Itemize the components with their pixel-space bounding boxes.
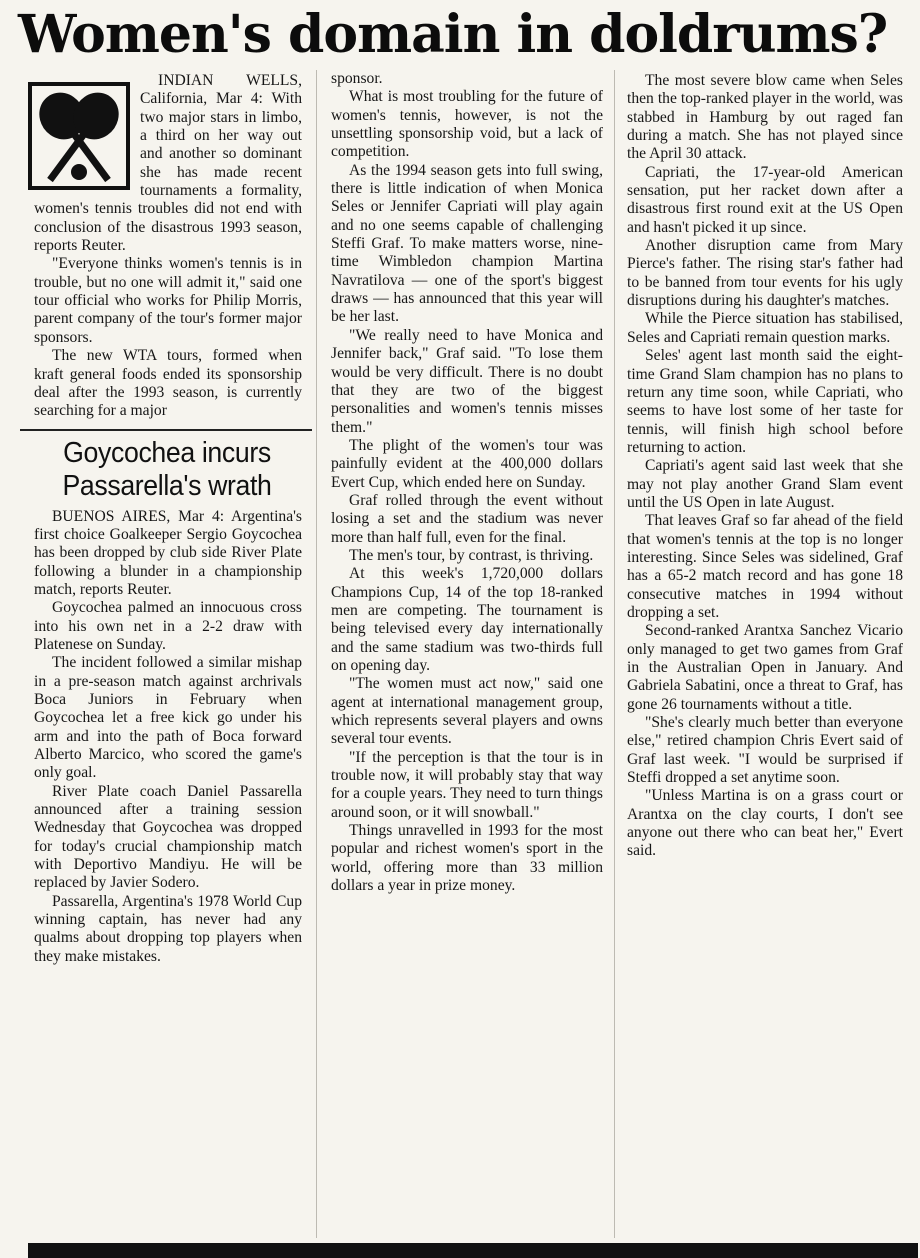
column-divider [614,70,615,1238]
paragraph: The incident followed a similar mishap in a pre-season match against archrivals Boca Juniors in February when Goycochea let a free kick go under his arm and into the path of Boca forward Alberto Marcico, who scored the game's only goal. [34,654,302,782]
column-3 [627,72,903,861]
paragraph: Goycochea palmed an innocuous cross into his own net in a 2-2 draw with Platenese on Sunday. [34,599,302,653]
paragraph: "If the perception is that the tour is in trouble now, it will probably stay that way for a couple years. They need to turn things around soon, or it will snowball." [331,748,603,821]
paragraph: Another disruption came from Mary Pierce's father. The rising star's father had to be banned from tour events for his ugly disruptions during his daughter's matches. [627,237,903,310]
paragraph: Seles' agent last month said the eight-time Grand Slam champion has no plans to return any time soon, while Capriati, who seems to have lost some of her taste for tennis, will finish high school before returning to action. [627,347,903,456]
paragraph: BUENOS AIRES, Mar 4: Argentina's first choice Goalkeeper Sergio Goycochea has been dropped by club side River Plate following a blunder in a championship match, reports Reuter. [34,507,302,598]
paragraph: The men's tour, by contrast, is thriving. [349,546,594,564]
dateline: INDIAN WELLS, California, Mar 4: [140,72,302,108]
bottom-rule [28,1243,918,1258]
paragraph: Capriati, the 17-year-old American sensation, put her racket down after a disastrous first round exit at the US Open and hasn't picked it up since. [627,163,903,236]
column-1 [34,72,302,966]
paragraph: "She's clearly much better than everyone else," retired champion Chris Evert said of Graf last week. "I would be surprised if Steffi dropped a set anytime soon. [627,714,903,787]
paragraph: While the Pierce situation has stabilised, Seles and Capriati remain question marks. [627,310,903,346]
paragraph: At this week's 1,720,000 dollars Champions Cup, 14 of the top 18-ranked men are competing. The tournament is being televised every day internationally and the same stadium was two-thirds full on opening day. [331,565,603,674]
paragraph: What is most troubling for the future of women's tennis, however, is not the unsettling sponsorship void, but a lack of competition. [331,88,603,161]
paragraph: That leaves Graf so far ahead of the field that women's tennis at the top is no longer interesting. Since Seles was sidelined, Graf has a 65-2 match record and has gone 18 consecutive matches in 1994 without dropping a set. [627,512,903,621]
paragraph: "The women must act now," said one agent at international management group, which represents several players and owns several tour events. [331,675,603,748]
paragraph: "We really need to have Monica and Jennifer back," Graf said. "To lose them would be very difficult. There is no doubt that they are two of the biggest personalities and women's tennis misses them." [331,326,603,436]
column-2 [331,70,603,895]
second-story-headline: Goycochea incurs Passarella's wrath [62,436,272,502]
paragraph: Passarella, Argentina's 1978 World Cup winning captain, has never had any qualms about dropping top players when they make mistakes. [34,892,302,965]
column-divider [316,70,317,1238]
section-divider [20,429,312,431]
dateline-paragraph: INDIAN WELLS, California, Mar 4: With two major stars in limbo, a third on her way out and another so dominant she has made recent tournaments a formality, women's tennis troubles did not end with conclusion of the disastrous 1993 season, reports Reuter. [34,72,302,255]
paragraph: River Plate coach Daniel Passarella announced after a training session Wednesday that Goycochea was dropped for today's crucial championship match with Deportivo Mandiyu. He will be replaced by Javier Sodero. [34,782,302,892]
second-story [34,437,302,967]
main-story-start [34,72,302,421]
paragraph: As the 1994 season gets into full swing, there is little indication of when Monica Seles or Jennifer Capriati will play again and no one seems capable of challenging Steffi Graf. To make matters worse, nine-time Wimbledon champion Martina Navratilova — one of the sport's biggest draws — has announced that this year will be her last. [331,161,603,326]
tennis-rackets-icon [28,82,130,190]
paragraph: Things unravelled in 1993 for the most popular and richest women's sport in the world, offering more than 33 million dollars a year in prize money. [331,822,603,895]
paragraph: sponsor. [331,70,383,87]
paragraph: "Everyone thinks women's tennis is in trouble, but no one will admit it," said one tour official who works for Philip Morris, parent company of the tour's former major sponsors. [34,255,302,346]
paragraph: Capriati's agent said last week that she may not play another Grand Slam event until the US Open in late August. [627,457,903,511]
paragraph: Second-ranked Arantxa Sanchez Vicario only managed to get two games from Graf in the Australian Open in January. And Gabriela Sabatini, once a threat to Graf, has gone 26 tournaments without a title. [627,622,903,713]
paragraph: The new WTA tours, formed when kraft general foods ended its sponsorship deal after the 1993 season, is currently searching for a major [34,347,302,420]
paragraph: The most severe blow came when Seles then the top-ranked player in the world, was stabbed in Hamburg by out raged fan during a match. She has not played since the April 30 attack. [627,72,903,163]
paragraph: The plight of the women's tour was painfully evident at the 400,000 dollars Evert Cup, which ended here on Sunday. [331,436,603,491]
headline: Women's domain in doldrums? [18,4,888,65]
paragraph: "Unless Martina is on a grass court or Arantxa on the clay courts, I don't see anyone out there who can beat her," Evert said. [627,787,903,860]
paragraph: Graf rolled through the event without losing a set and the stadium was never more than half full, even for the final. [331,491,603,546]
